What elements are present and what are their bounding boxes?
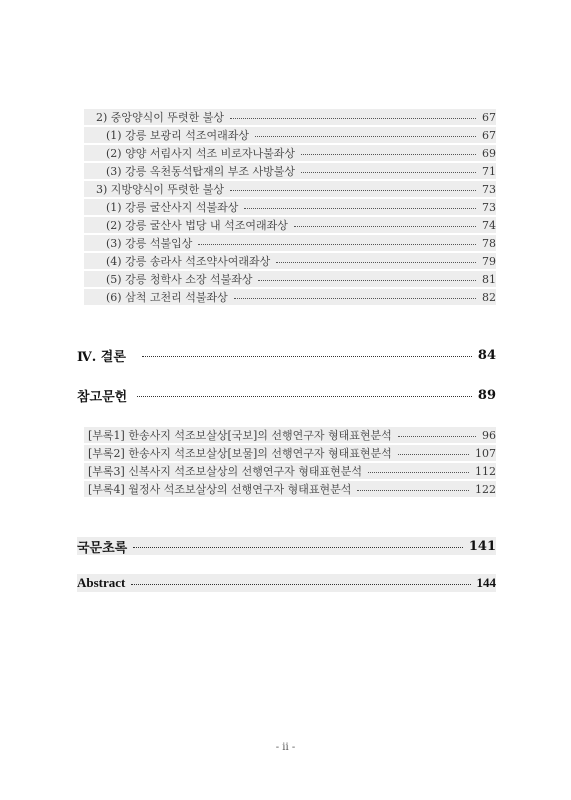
dot-leader	[301, 172, 476, 173]
toc-entry-page: 81	[482, 272, 496, 286]
toc-entry-page: 112	[475, 464, 496, 478]
toc-korean-abstract	[77, 537, 496, 555]
dot-leader	[230, 118, 476, 119]
toc-abstract	[77, 574, 496, 592]
toc-entry-page: 96	[482, 428, 496, 442]
toc-entry-label: (4) 강릉 송라사 석조약사여래좌상	[106, 255, 271, 268]
dot-leader	[133, 547, 463, 548]
toc-entry-label: 참고문헌	[77, 389, 128, 405]
toc-entry	[84, 253, 496, 269]
toc-entry-label: Abstract	[77, 575, 126, 590]
toc-entry-label: (5) 강릉 청학사 소장 석불좌상	[106, 273, 253, 286]
toc-entry	[84, 163, 496, 179]
dot-leader	[234, 298, 476, 299]
dot-leader	[258, 280, 476, 281]
toc-references	[77, 386, 496, 404]
toc-entry-page: 79	[482, 254, 496, 268]
toc-entry-page: 67	[482, 128, 496, 142]
dot-leader	[398, 436, 476, 437]
toc-entry-page: 144	[476, 575, 496, 590]
toc-entry-page: 84	[477, 347, 496, 363]
toc-entry-label: [부록2] 한송사지 석조보살상[보물]의 선행연구자 형태표현분석	[88, 447, 392, 460]
toc-entry-label: 국문초록	[77, 540, 128, 556]
dot-leader	[131, 584, 470, 585]
toc-entry-page: 73	[482, 200, 496, 214]
toc-entry-page: 74	[482, 218, 496, 232]
dot-leader	[294, 226, 476, 227]
toc-entry	[84, 145, 496, 161]
toc-entry-label: 3) 지방양식이 뚜렷한 불상	[96, 183, 225, 196]
toc-appendix	[84, 427, 496, 443]
toc-entry-page: 82	[482, 290, 496, 304]
toc-entry	[84, 235, 496, 251]
toc-entry-label: [부록1] 한송사지 석조보살상[국보]의 선행연구자 형태표현분석	[88, 429, 392, 442]
toc-entry	[84, 271, 496, 287]
toc-entry	[84, 217, 496, 233]
toc-entry	[84, 127, 496, 143]
dot-leader	[142, 356, 472, 357]
toc-entry-label: [부록3] 신복사지 석조보살상의 선행연구자 형태표현분석	[88, 465, 362, 478]
toc-entry-label: (6) 삼척 고천리 석불좌상	[106, 291, 228, 304]
toc-entry-label: Ⅳ. 결론	[77, 349, 126, 365]
toc-entry-label: (2) 강릉 굴산사 법당 내 석조여래좌상	[106, 219, 288, 232]
dot-leader	[357, 490, 469, 491]
toc-entry-label: (2) 양양 서림사지 석조 비로자나불좌상	[106, 147, 295, 160]
toc-entry	[84, 289, 496, 305]
toc-entry-label: (3) 강릉 석불입상	[106, 237, 193, 250]
toc-appendix	[84, 481, 496, 497]
dot-leader	[276, 262, 476, 263]
toc-appendix	[84, 463, 496, 479]
dot-leader	[255, 136, 476, 137]
toc-entry-page: 73	[482, 182, 496, 196]
toc-entry-label: 2) 중앙양식이 뚜렷한 불상	[96, 111, 225, 124]
toc-entry	[84, 181, 496, 197]
page-number: - ii -	[275, 742, 296, 753]
toc-entry-page: 69	[482, 146, 496, 160]
toc-entry-page: 67	[482, 110, 496, 124]
dot-leader	[244, 208, 476, 209]
toc-entry-label: [부록4] 월정사 석조보살상의 선행연구자 형태표현분석	[88, 483, 352, 496]
toc-entry-page: 78	[482, 236, 496, 250]
dot-leader	[398, 454, 469, 455]
dot-leader	[137, 396, 472, 397]
toc-entry	[84, 109, 496, 125]
toc-entry-label: (1) 강릉 굴산사지 석불좌상	[106, 201, 239, 214]
toc-entry	[84, 199, 496, 215]
toc-entry-page: 122	[475, 482, 496, 496]
toc-entry-label: (1) 강릉 보광리 석조여래좌상	[106, 129, 249, 142]
toc-entry-page: 89	[477, 387, 496, 403]
toc-entry-page: 141	[468, 538, 496, 554]
dot-leader	[301, 154, 476, 155]
toc-entry-page: 107	[475, 446, 496, 460]
toc-entry-page: 71	[482, 164, 496, 178]
dot-leader	[368, 472, 469, 473]
toc-appendix	[84, 445, 496, 461]
dot-leader	[198, 244, 476, 245]
toc-entry-label: (3) 강릉 옥천동석탑재의 부조 사방불상	[106, 165, 295, 178]
dot-leader	[230, 190, 476, 191]
toc-conclusion	[77, 346, 496, 364]
